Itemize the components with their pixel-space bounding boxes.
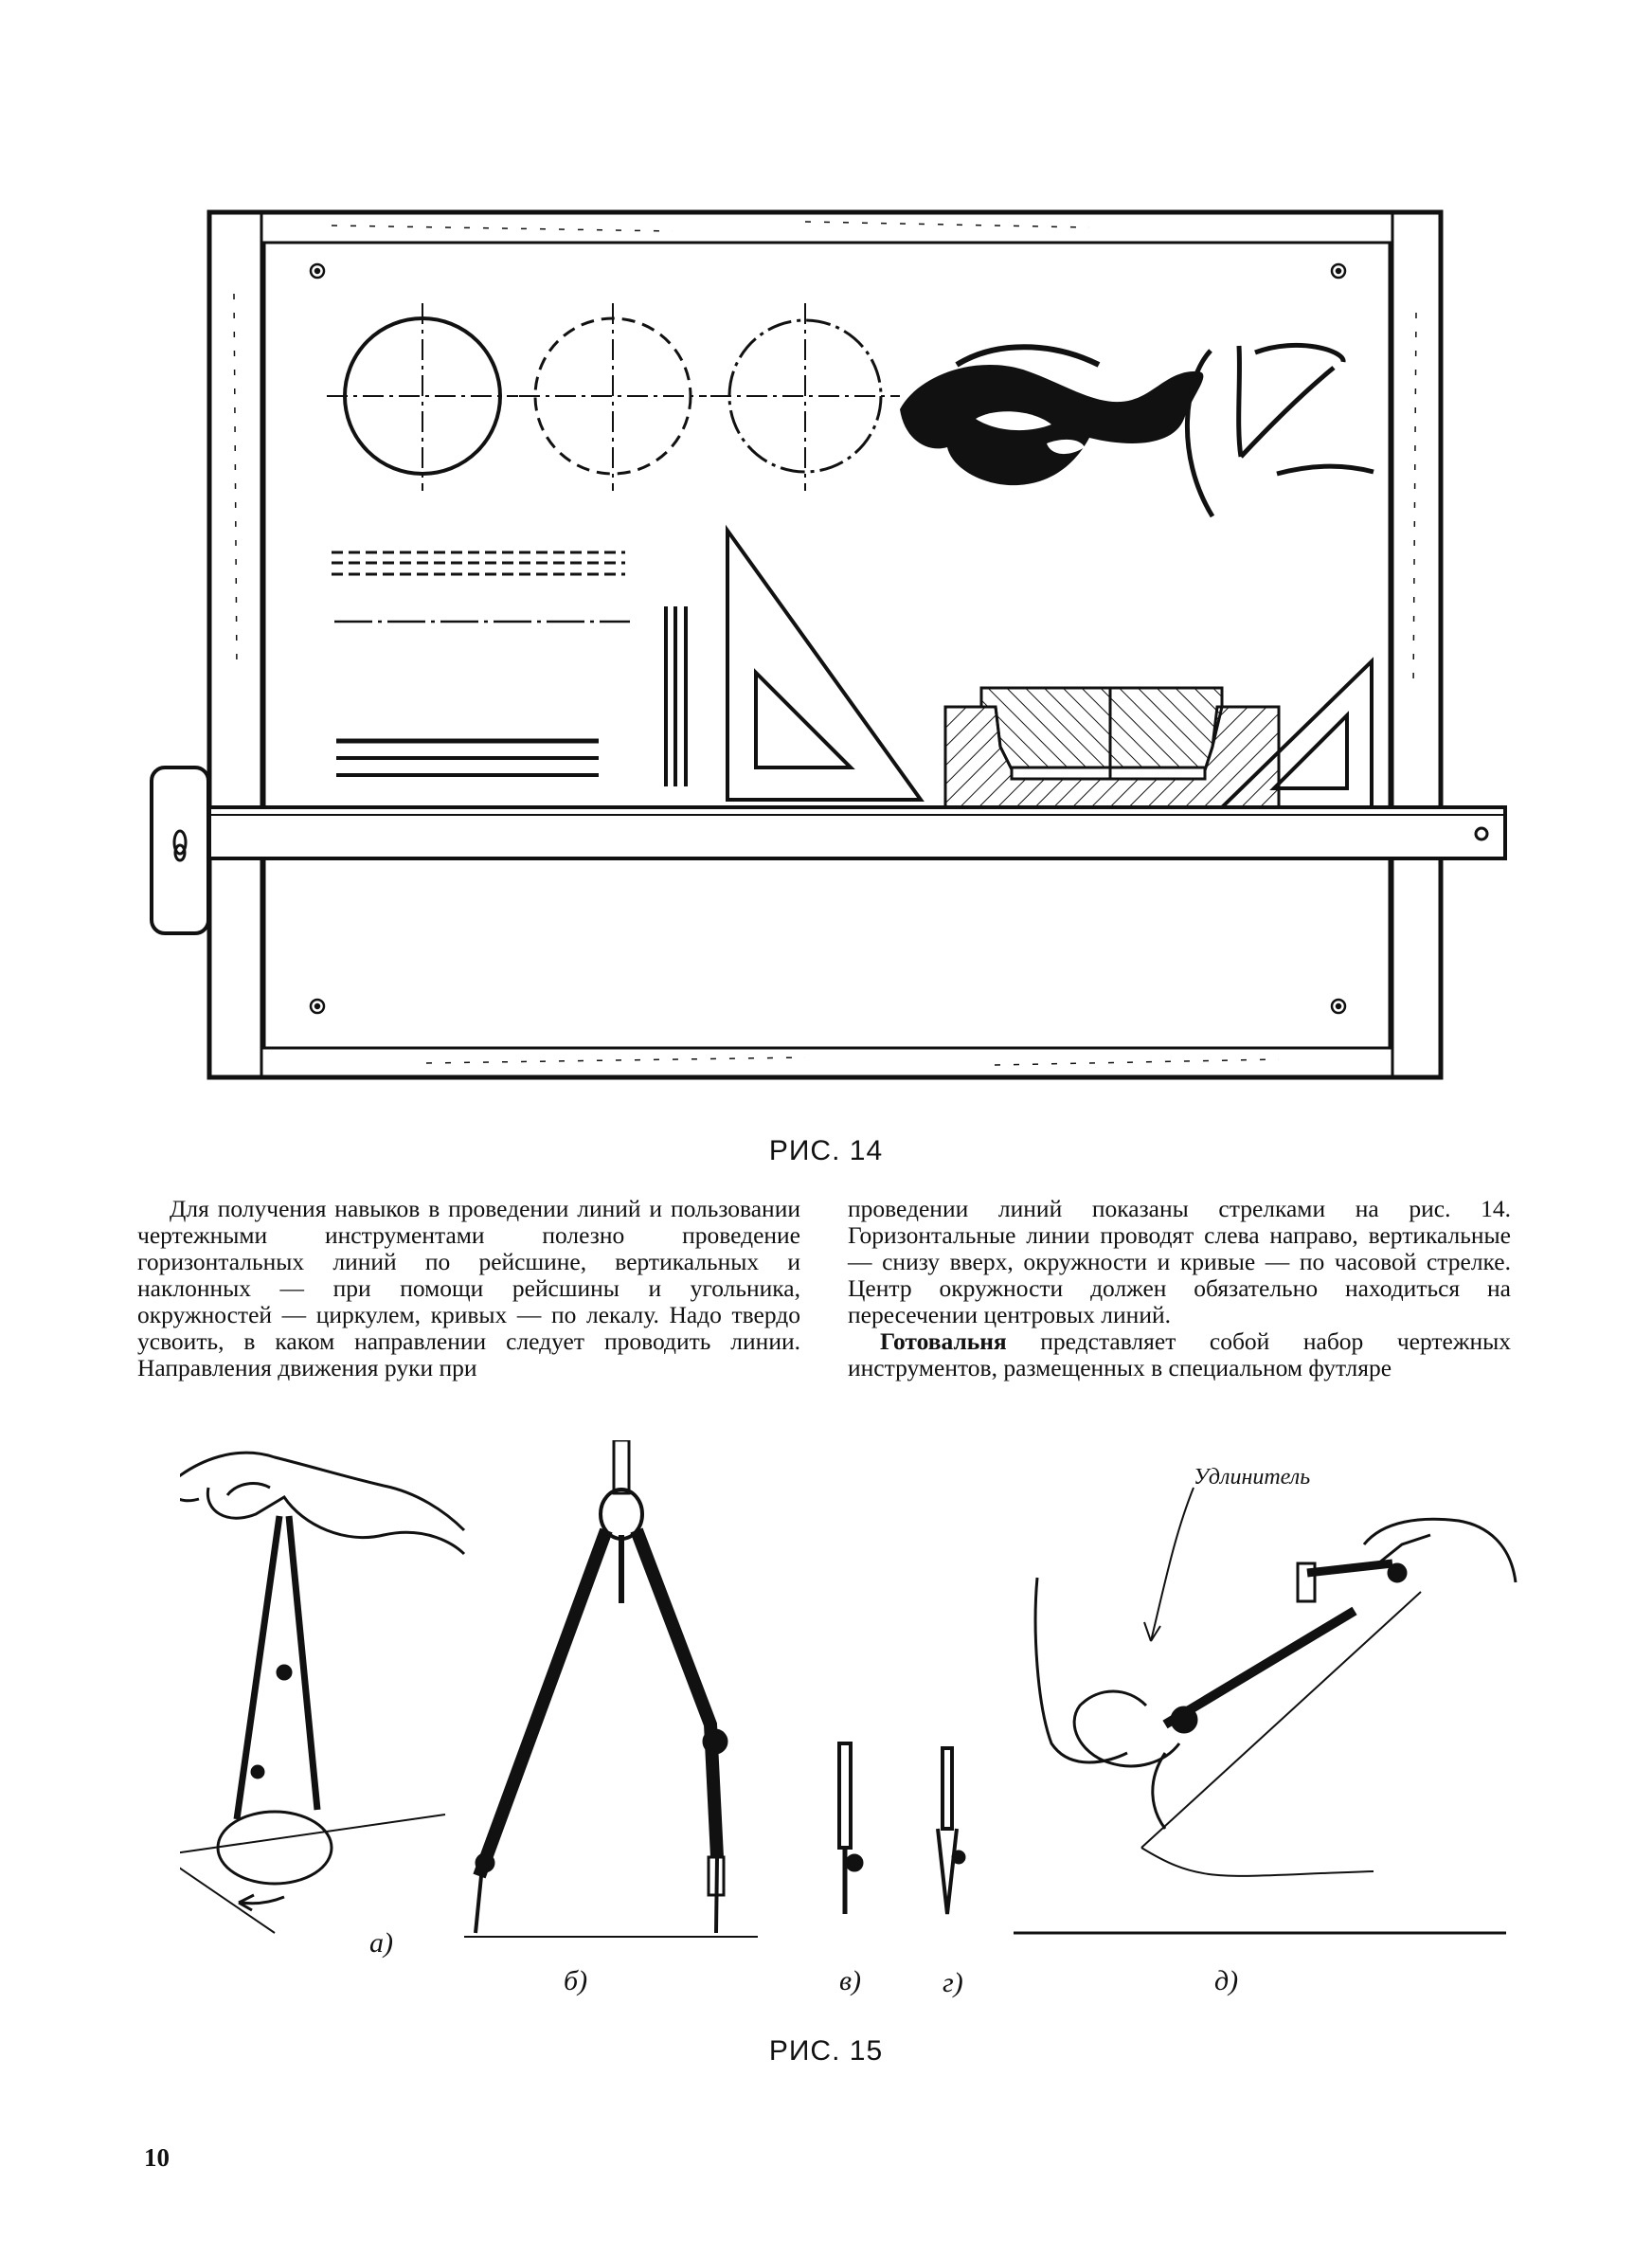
figure-14-caption: РИС. 14: [768, 1135, 884, 1166]
figure-15-compasses: [180, 1440, 1544, 2047]
set-square-left: [727, 531, 921, 800]
label-v: в): [839, 1965, 862, 1996]
figure-15-caption: РИС. 15: [768, 2035, 884, 2067]
paragraph-drawing-set: [848, 1328, 1511, 1381]
dash-dot-circle: [710, 303, 900, 491]
label-a: а): [369, 1927, 393, 1959]
vertical-line-samples: [666, 606, 686, 786]
board-outer-frame: [209, 212, 1441, 1077]
text-column-left: [137, 1196, 800, 1381]
sectioned-part-drawing: [945, 688, 1279, 824]
solid-circle: [327, 303, 518, 491]
label-d: д): [1214, 1965, 1239, 1996]
term-drawing-set: Готовальня: [880, 1327, 1007, 1355]
paragraph-line-directions: проведении линий показаны стрелками на рис. 14. Горизонтальные линии проводят слева направо, вертикальные — снизу вверх, окружности и кривые — по часовой стрелке. Центр окружности должен обязательно находиться на пересечении центровых линий.: [848, 1195, 1511, 1328]
compass-with-extender: [1014, 1488, 1516, 1933]
paragraph-drawing-practice: Для получения навыков в проведении линий и пользовании чертежными инструментами полезно проведение горизонтальных линий по рейсшине, вертикальных и наклонных — при помощи рейсшины и угольника, окружностей — циркулем, кривых — по лекалу. Надо твердо усвоить, в каком направлении следует проводить линии. Направления движения руки при: [137, 1195, 800, 1381]
large-compass: [464, 1440, 758, 1937]
page-number: 10: [144, 2143, 170, 2172]
t-square-ruler: [152, 767, 1505, 933]
pen-insert: [839, 1743, 862, 1914]
drawing-pen: [938, 1748, 964, 1914]
compass-in-hand-drawing: [180, 1453, 464, 1933]
free-curves: [1187, 345, 1374, 516]
label-g: г): [943, 1967, 963, 1998]
line-type-samples: [332, 552, 630, 775]
text-column-right: [848, 1196, 1511, 1381]
dashed-circle: [519, 303, 707, 491]
label-b: б): [564, 1965, 588, 1996]
board-inner-frame: [264, 243, 1390, 1048]
drawing-set-definition: представляет собой набор чертежных инструментов, размещенных в специальном футляре: [848, 1327, 1512, 1381]
extender-label: Удлинитель: [1194, 1465, 1311, 1490]
french-curve-icon: [900, 347, 1203, 485]
figure-14-drawing-board: [142, 199, 1525, 1147]
